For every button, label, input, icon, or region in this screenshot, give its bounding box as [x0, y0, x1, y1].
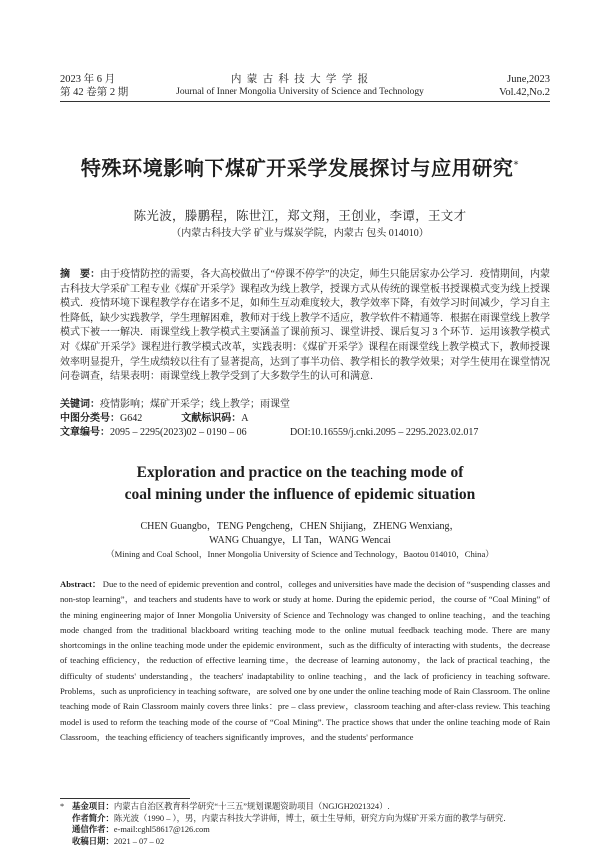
- abstract-en-label: Abstract：: [60, 579, 101, 589]
- authors-en-line1: CHEN Guangbo，TENG Pengcheng，CHEN Shijiang，ZHENG Wenxiang，: [140, 521, 460, 532]
- received-label: 收稿日期：: [72, 835, 114, 846]
- abstract-zh-label: 摘 要：: [60, 269, 101, 280]
- journal-name-zh: 内 蒙 古 科 技 大 学 学 报: [230, 73, 370, 85]
- header-volume: Vol.42,No.2: [499, 87, 550, 98]
- header-date: 2023 年 6 月: [60, 74, 116, 85]
- clc-label: 中图分类号：: [60, 413, 120, 424]
- abstract-zh: [60, 268, 550, 385]
- abstract-en: [60, 577, 550, 745]
- article-id-label: 文章编号：: [60, 427, 110, 438]
- paper-title-en: [0, 462, 600, 506]
- email-text: e-mail:cghl58617@126.com: [113, 825, 210, 835]
- keywords-zh: [60, 398, 550, 412]
- footnote: [60, 801, 550, 847]
- abstract-zh-text: 由于疫情防控的需要，各大高校做出了“停课不停学”的决定，师生只能居家办公学习．疫情期间，内蒙古科技大学采矿工程专业《煤矿开采学》课程改为线上教学，授课方式从传统的课堂板书授课模式变为线上授课模式．疫情环境下课程教学存在诸多不足，如师生互动难度较大，教学效率下降，有效学习时间减少，学习自主性降低，缺少实践教学，学生理解困难，教师对于线上教学不适应，教学软件不精通等．根据在雨课堂线上教学模式下被一一解决．雨课堂线上教学模式主要涵盖了课前预习、课堂讲授、课后复习 3 个环节．运用该教学模式对《煤矿开采学》课程进行教学模式改革，实践表明：《煤矿开采学》课程在雨课堂线上教学模式下，教师授课效率明显提升，学生成绩较以往有了显著提高，达到了事半功倍、教学相长的教学效果；对学生使用在课堂情况问卷调查，结果表明：雨课堂线上教学受到了大多数学生的认可和满意．: [60, 269, 550, 383]
- header-date-en: June,2023: [507, 74, 550, 85]
- footnote-star: *: [60, 802, 65, 811]
- author-line: [60, 813, 550, 825]
- title-en-line2: coal mining under the influence of epidemic situation: [124, 486, 476, 503]
- title-footnote-mark: *: [513, 159, 520, 171]
- clc-value: G642: [120, 413, 143, 424]
- footnote-rule: [60, 798, 190, 799]
- header-center: [170, 73, 430, 99]
- title-en-line1: Exploration and practice on the teaching mode of: [136, 464, 464, 481]
- email-line: [60, 824, 550, 836]
- article-id-value: 2095 – 2295(2023)02 – 0190 – 06: [110, 427, 247, 438]
- doi: DOI:10.16559/j.cnki.2095 – 2295.2023.02.017: [290, 427, 479, 438]
- header-issue: 第 42 卷第 2 期: [60, 87, 129, 98]
- author-bio-text: 陈光波（1990 – ），男，内蒙古科技大学讲师，博士，硕士生导师，研究方向为煤矿开采方面的教学与研究．: [113, 813, 512, 823]
- received-line: [60, 836, 550, 847]
- authors-zh: 陈光波，滕鹏程，陈世江，郑文翔，王创业，李谭，王文才: [133, 209, 467, 223]
- authors-en-line2: WANG Chuangye，LI Tan，WANG Wencai: [209, 535, 391, 546]
- title-text: 特殊环境影响下煤矿开采学发展探讨与应用研究: [80, 156, 514, 180]
- keywords-zh-label: 关键词：: [60, 399, 100, 410]
- classification-line: [60, 412, 550, 426]
- doc-code-value: A: [241, 413, 249, 424]
- header-rule: [60, 101, 550, 102]
- affiliation-en: （Mining and Coal School，Inner Mongolia University of Science and Technology，Baotou 014010，China）: [106, 549, 494, 559]
- email-label: 通信作者：: [72, 824, 114, 835]
- author-bio-label: 作者简介：: [72, 812, 114, 823]
- journal-name-en: Journal of Inner Mongolia University of Science and Technology: [176, 87, 424, 97]
- article-id-line: [60, 426, 550, 440]
- paper-title-zh: [0, 152, 600, 181]
- affiliation-zh: （内蒙古科技大学 矿业与煤炭学院，内蒙古 包头 014010）: [171, 228, 429, 239]
- fund-label: 基金项目：: [72, 801, 114, 811]
- received-text: 2021 – 07 – 02: [113, 836, 165, 846]
- fund-text: 内蒙古自治区教育科学研究“十三五”规划课题资助项目（NGJGH2021324）.: [113, 802, 390, 811]
- keywords-zh-text: 疫情影响；煤矿开采学；线上教学；雨课堂: [100, 399, 290, 410]
- fund-line: [60, 801, 550, 813]
- header-left: [60, 73, 128, 99]
- header-right: [440, 73, 550, 99]
- doc-code-label: 文献标识码：: [181, 413, 242, 424]
- abstract-en-text: Due to the need of epidemic prevention and control，colleges and universities have made the decision of “suspending classes and non-stop learning”，and teachers and students have to work or study at home. During the epidemic period，the course of “Coal Mining” of the mining engineering major of Inner Mongolia University of Science and Technology was changed to online teaching，and the teaching mode changed from the traditional blackboard writing teaching mode to the online mutual feedback teaching mode. There are many shortcomings in the online teaching mode under the epidemic environment，such as the difficulty of interacting with students，the decrease of teaching efficiency，the reduction of effective learning time，the decrease of learning autonomy，the lack of practical teaching，the difficulty of students' understanding，the teachers' inadaptability to online teaching，and the lack of proficiency in teaching software. Problems，such as unproficiency in teaching software，are solved one by one under the online teaching mode of Rain Classroom. The online teaching mode of Rain Classroom mainly covers three links：pre – class preview，classroom teaching and after-class review. This teaching model is used to reform the teaching mode of the course of “Coal Mining”. The practice shows that under the online teaching mode of Rain Classroom，the teaching efficiency of teachers significantly improves，and the students' performance: [60, 579, 550, 742]
- authors-en: [0, 520, 600, 548]
